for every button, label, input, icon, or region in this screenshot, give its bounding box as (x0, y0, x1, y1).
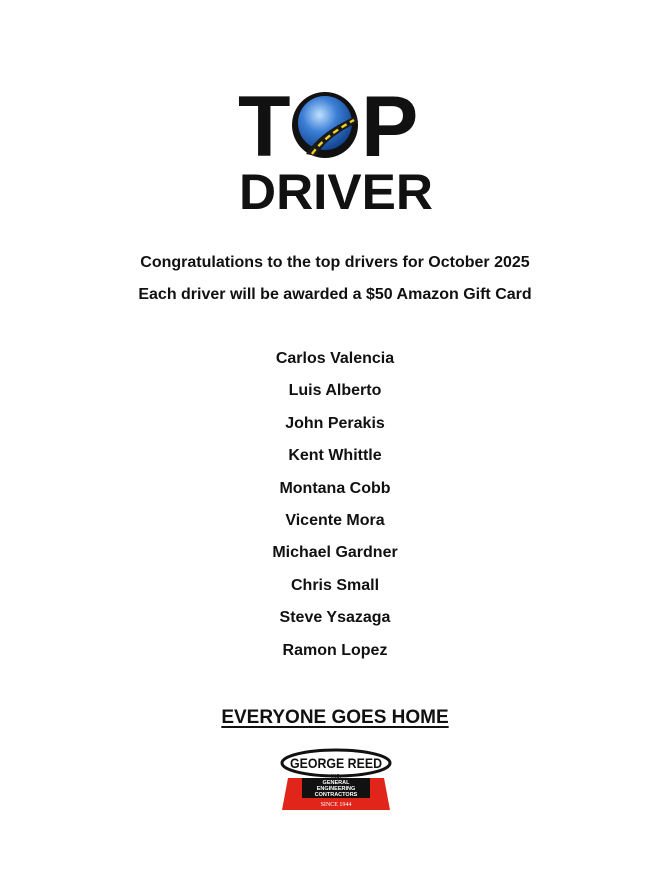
top-driver-logo (236, 76, 436, 214)
driver-name: Michael Gardner (272, 544, 398, 562)
logo-line-general: GENERAL (322, 780, 350, 786)
logo-word-driver: DRIVER (239, 164, 433, 214)
driver-name: John Perakis (285, 414, 385, 432)
logo-letter-t: T (238, 79, 291, 175)
driver-name: Steve Ysazaga (279, 609, 391, 627)
logo-inc: INC. (331, 774, 341, 780)
driver-name: Carlos Valencia (275, 350, 395, 367)
driver-list (0, 349, 670, 673)
driver-name: Ramon Lopez (282, 641, 388, 659)
driver-name: Luis Alberto (288, 382, 382, 400)
george-reed-logo-graphic (280, 748, 392, 812)
globe-road-icon (292, 92, 358, 158)
logo-since: SINCE 1944 (320, 802, 352, 808)
award-line: Each driver will be awarded a $50 Amazon Gift Card (138, 286, 532, 303)
safety-tagline: EVERYONE GOES HOME (221, 707, 449, 728)
george-reed-logo (280, 748, 392, 812)
logo-line-engineering: ENGINEERING (316, 786, 356, 792)
congratulations-line: Congratulations to the top drivers for October 2025 (140, 254, 530, 271)
top-driver-logo-graphic (236, 76, 436, 214)
logo-line-contractors: CONTRACTORS (314, 792, 358, 798)
logo-letter-p: P (361, 79, 419, 175)
driver-name: Chris Small (290, 576, 380, 594)
logo-company-name: GEORGE REED (290, 755, 382, 771)
driver-name: Vicente Mora (285, 511, 385, 529)
driver-name: Kent Whittle (288, 447, 382, 465)
driver-name: Montana Cobb (279, 479, 391, 497)
